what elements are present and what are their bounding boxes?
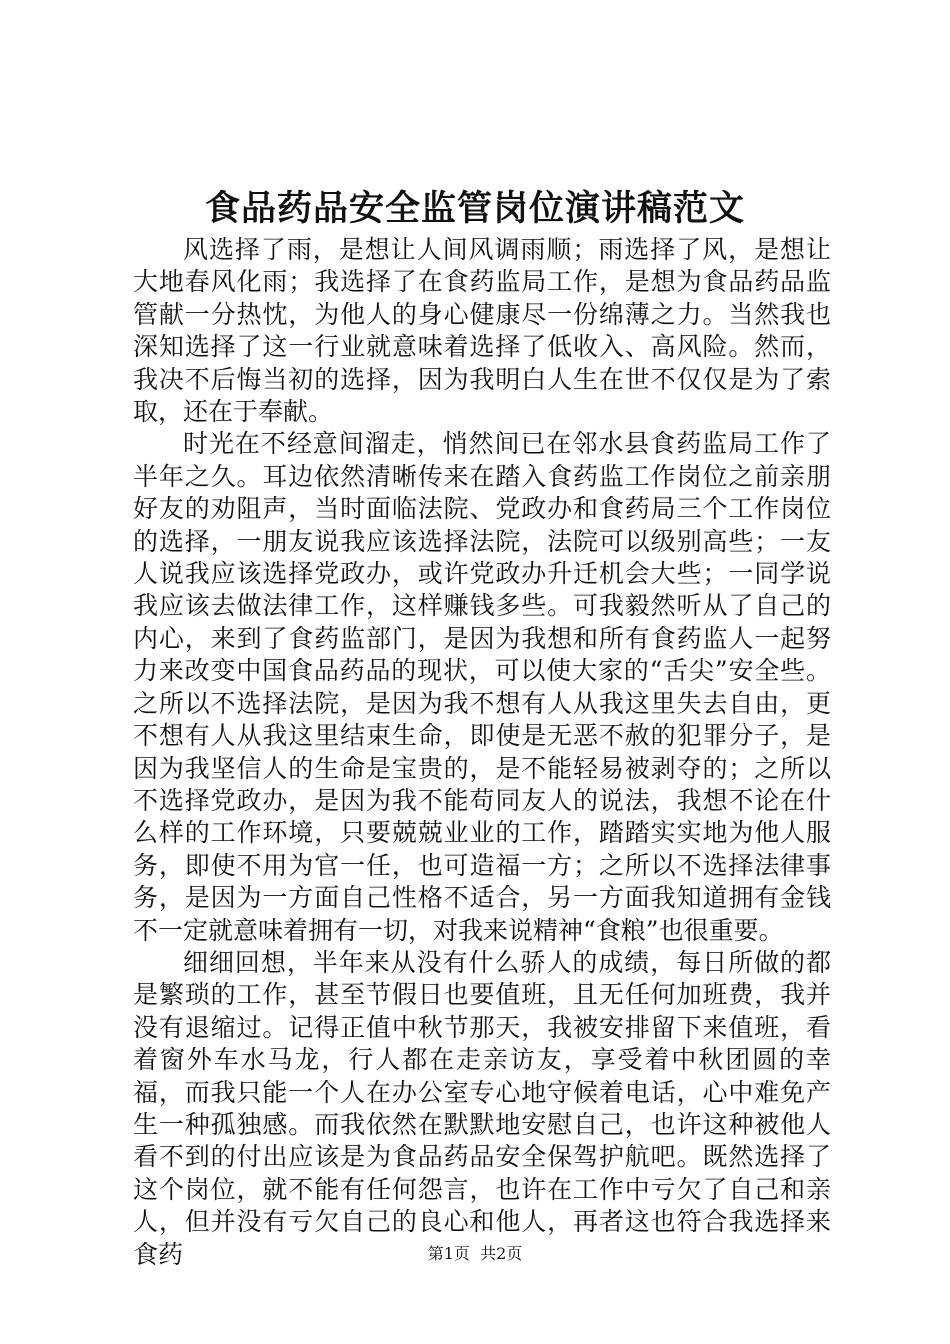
page-footer: 第1页 共2页 [427, 1244, 523, 1263]
paragraph-3: 细细回想，半年来从没有什么骄人的成绩，每日所做的都是繁琐的工作，甚至节假日也要值班，且无任何加班费，我并没有退缩过。记得正值中秋节那天，我被安排留下来值班，看着窗外车水马龙，行人都在走亲访友，享受着中秋团圆的幸福，而我只能一个人在办公室专心地守候着电话，心中难免产生一种孤独感。而我依然在默默地安慰自己，也许这种被他人看不到的付出应该是为食品药品安全保驾护航吧。既然选择了这个岗位，就不能有任何怨言，也许在工作中亏欠了自己和亲人，但并没有亏欠自己的良心和他人，再者这也符合我选择来食药 [133, 947, 831, 1269]
paragraph-2: 时光在不经意间溜走，悄然间已在邻水县食药监局工作了半年之久。耳边依然清晰传来在踏入食药监工作岗位之前亲朋好友的劝阻声，当时面临法院、党政办和食药局三个工作岗位的选择，一朋友说我应该选择法院，法院可以级别高些；一友人说我应该选择党政办，或许党政办升迁机会大些；一同学说我应该去做法律工作，这样赚钱多些。可我毅然听从了自己的内心，来到了食药监部门，是因为我想和所有食药监人一起努力来改变中国食品药品的现状，可以使大家的“舌尖”安全些。之所以不选择法院，是因为我不想有人从我这里失去自由，更不想有人从我这里结束生命，即使是无恶不赦的犯罪分子，是因为我坚信人的生命是宝贵的，是不能轻易被剥夺的；之所以不选择党政办，是因为我不能苟同友人的说法，我想不论在什么样的工作环境，只要兢兢业业的工作，踏踏实实地为他人服务，即使不用为官一任，也可造福一方；之所以不选择法律事务，是因为一方面自己性格不适合，另一方面我知道拥有金钱不一定就意味着拥有一切，对我来说精神“食粮”也很重要。 [133, 429, 831, 945]
paragraph-1: 风选择了雨，是想让人间风调雨顺；雨选择了风，是想让大地春风化雨；我选择了在食药监局工作，是想为食品药品监管献一分热忱，为他人的身心健康尽一份绵薄之力。当然我也深知选择了这一行业就意味着选择了低收入、高风险。然而，我决不后悔当初的选择，因为我明白人生在世不仅仅是为了索取，还在于奉献。 [133, 235, 831, 427]
document-body [133, 234, 831, 1271]
document-title: 食品药品安全监管岗位演讲稿范文 [204, 188, 745, 229]
